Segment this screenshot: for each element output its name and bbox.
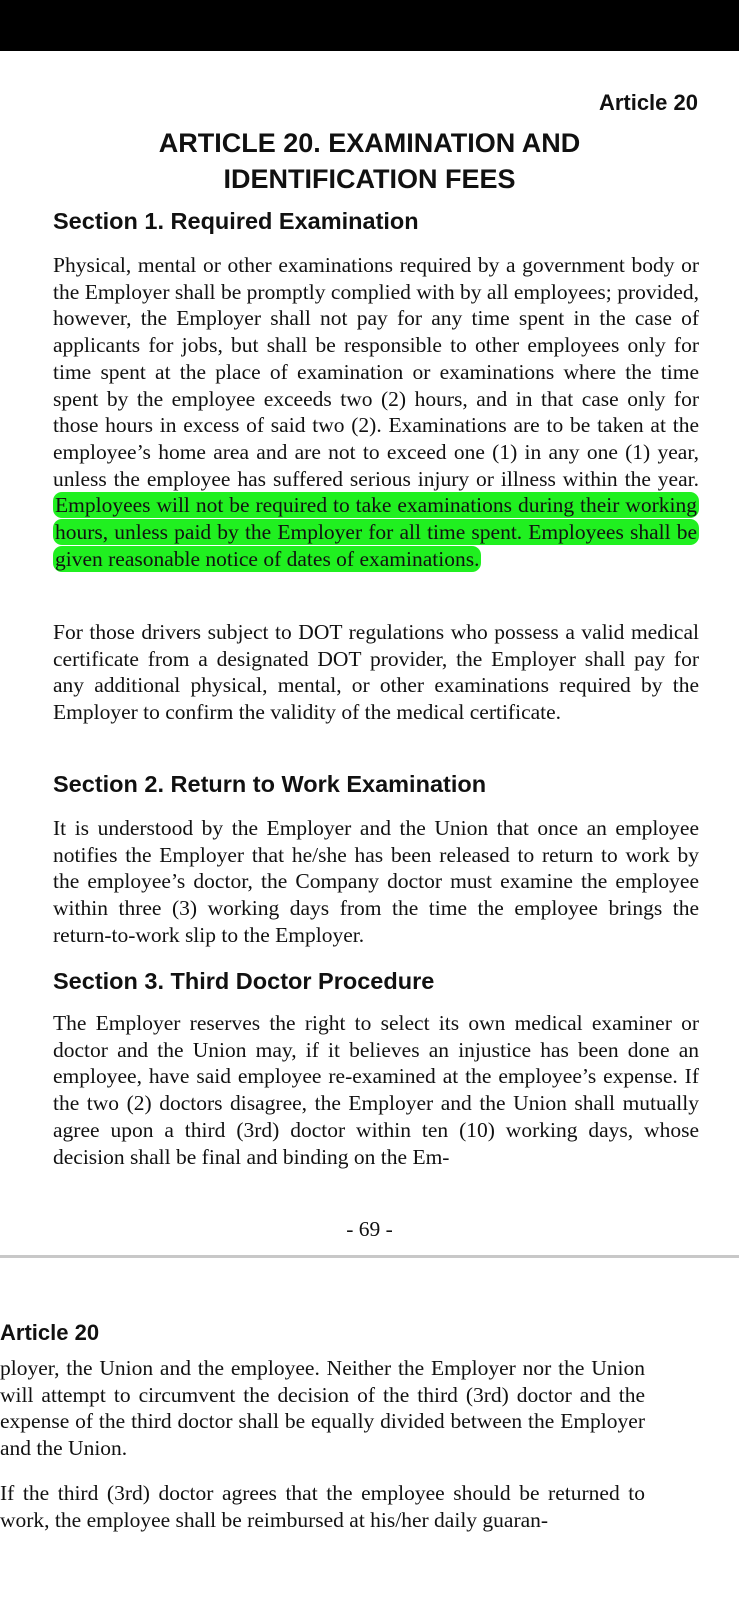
section-1-text: Physical, mental or other examinations required by a government body or the Employer shall be promptly complied with by all employees; provided, however, the Employer shall not pay for any time spent in the case of applicants for jobs, but shall be responsible to other employees only for time spent at the place of examination or examinations where the time spent by the employee exceeds two (2) hours, and in that case only for those hours in excess of said two (2). Examinations are to be taken at the employee’s home area and are not to exceed one (1) in any one (1) year, unless the employee has suffered serious injury or illness within the year. [53, 253, 699, 491]
status-bar [0, 0, 739, 51]
section-1-heading: Section 1. Required Examination [53, 208, 419, 234]
page-divider [0, 1255, 739, 1258]
section-1-paragraph-2: For those drivers subject to DOT regulations who possess a valid medical certificate from a designated DOT provider, the Employer shall pay for any additional physical, mental, or other examinations required by the Employer to confirm the validity of the medical certificate. [53, 620, 699, 725]
section-1-paragraph-1 [53, 252, 699, 572]
page-2-paragraph-2: If the third (3rd) doctor agrees that the employee should be returned to work, the employee shall be reimbursed at his/her daily guaran- [0, 1481, 645, 1532]
page-number: - 69 - [346, 1217, 393, 1241]
section-3-heading: Section 3. Third Doctor Procedure [53, 968, 435, 994]
page-2-paragraph-1: ployer, the Union and the employee. Neither the Employer nor the Union will attempt to circumvent the decision of the third (3rd) doctor and the expense of the third doctor shall be equally divided between the Employer and the Union. [0, 1356, 645, 1461]
article-title [0, 125, 739, 197]
running-head-page-2: Article 20 [0, 1320, 100, 1345]
running-head: Article 20 [598, 90, 698, 115]
highlighted-text: Employees will not be required to take examinations during their working hours, unless paid by the Employer for all time spent. Employees shall be given reasonable notice of dates of examinations. [55, 493, 697, 571]
section-2-heading: Section 2. Return to Work Examination [53, 771, 487, 797]
article-title-line-1: ARTICLE 20. EXAMINATION AND [158, 128, 581, 158]
section-3-paragraph: The Employer reserves the right to select its own medical examiner or doctor and the Union may, if it believes an injustice has been done an employee, have said employee re-examined at the employee’s expense. If the two (2) doctors disagree, the Employer and the Union shall mutually agree upon a third (3rd) doctor within ten (10) working days, whose decision shall be final and binding on the Em- [53, 1011, 699, 1169]
article-title-line-2: IDENTIFICATION FEES [223, 164, 516, 194]
section-2-paragraph: It is understood by the Employer and the Union that once an employee notifies the Employer that he/she has been released to return to work by the employee’s doctor, the Company doctor must examine the employee within three (3) working days from the time the employee brings the return-to-work slip to the Employer. [53, 816, 699, 947]
